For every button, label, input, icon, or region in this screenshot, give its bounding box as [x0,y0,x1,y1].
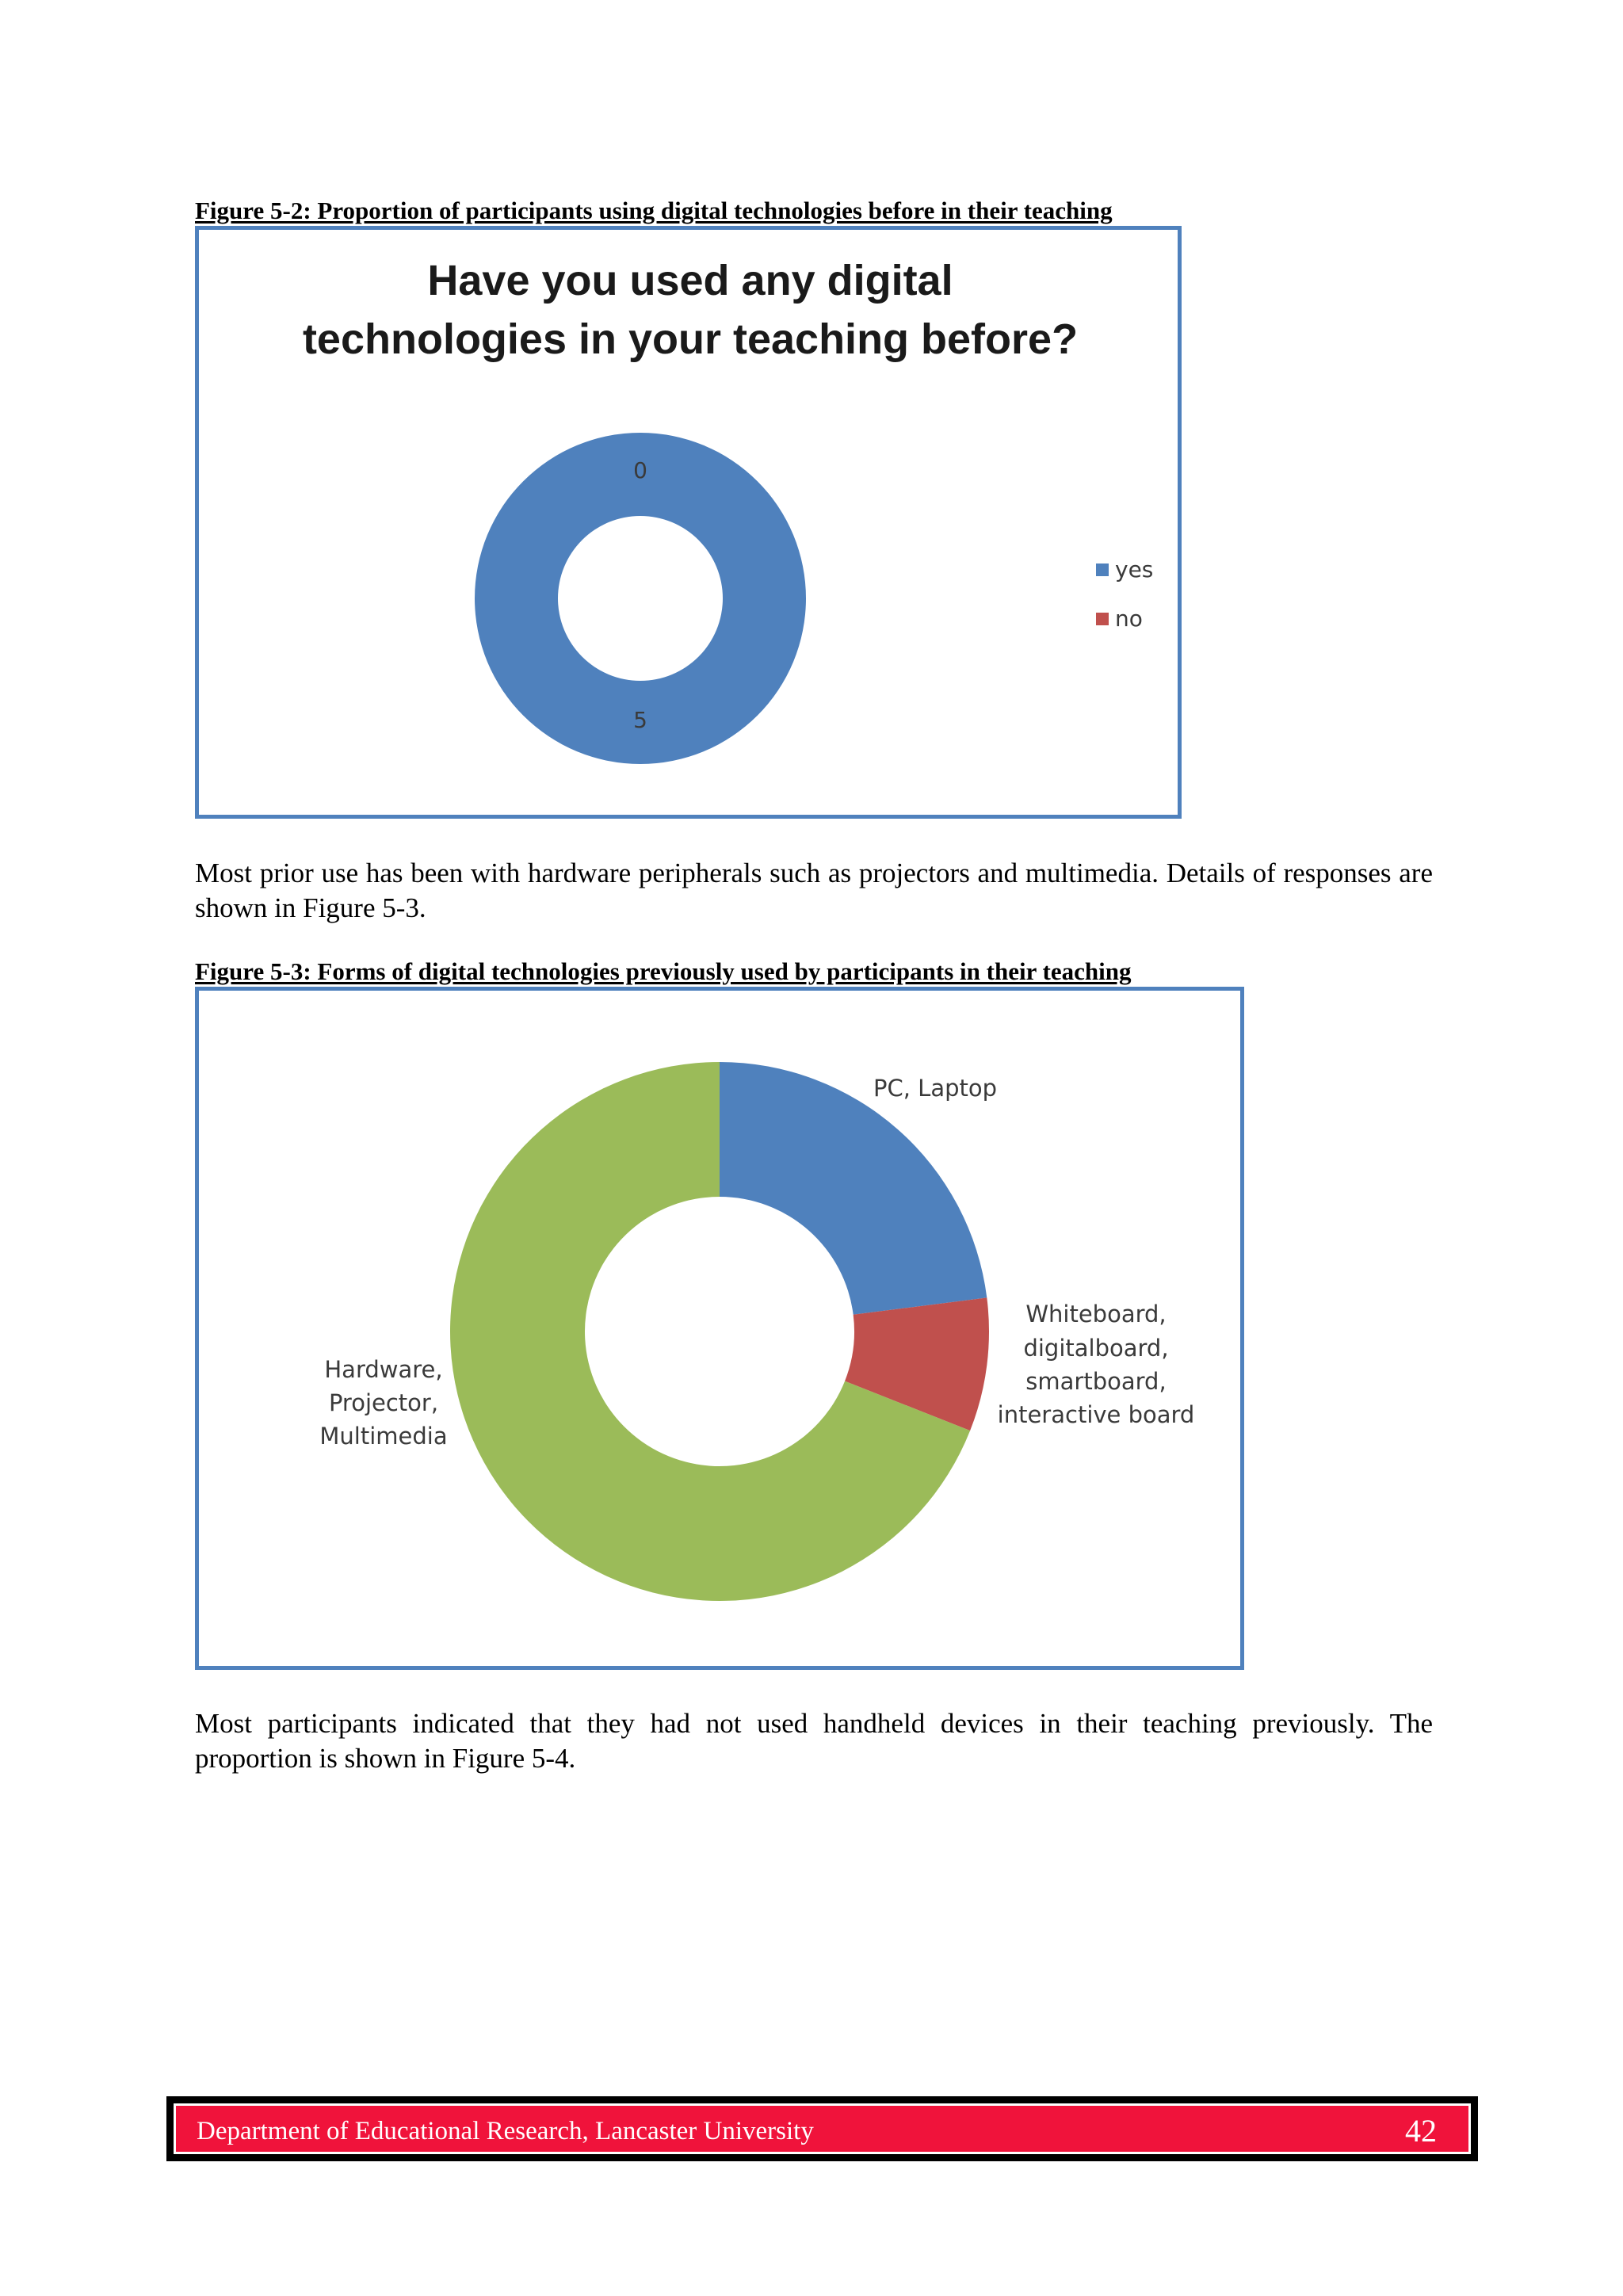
figure-5-2-caption: Figure 5-2: Proportion of participants using digital technologies before in their teaching [195,197,1113,224]
figure-5-3-chart [195,987,1244,1670]
chart-title-line-1: Have you used any digital [427,257,953,304]
page-footer [166,2096,1478,2161]
label-whiteboard-line-3: smartboard, [1025,1368,1167,1395]
chart-5-3-svg [199,991,1240,1666]
legend-swatch-yes [1096,563,1109,576]
paragraph-1: Most prior use has been with hardware peripherals such as projectors and multimedia. Details of responses are shown in Figure 5-3. [195,858,1433,923]
chart-5-3-slices [450,1062,989,1601]
label-hardware-line-2: Projector, [328,1389,439,1416]
page-footer-band [174,2103,1471,2154]
label-hardware-line-3: Multimedia [319,1423,448,1450]
label-whiteboard-line-2: digitalboard, [1023,1335,1169,1362]
label-hardware-line-1: Hardware, [324,1356,443,1383]
label-pc-laptop: PC, Laptop [873,1075,998,1102]
label-whiteboard-line-4: interactive board [997,1401,1195,1428]
label-whiteboard-line-1: Whiteboard, [1025,1301,1167,1328]
legend-label-no: no [1115,606,1143,632]
chart-5-2-svg [199,230,1178,815]
data-label-yes: 5 [633,707,647,733]
figure-5-2-chart [195,226,1182,819]
legend-swatch-no [1096,613,1109,625]
paragraph-2: Most participants indicated that they had not used handheld devices in their teaching previously. The proportion is shown in Figure 5-4. [195,1708,1433,1774]
figure-5-3-caption: Figure 5-3: Forms of digital technologies previously used by participants in their teaching [195,957,1132,985]
page-number: 42 [1405,2113,1437,2149]
chart-title-line-2: technologies in your teaching before? [302,315,1079,363]
footer-organization: Department of Educational Research, Lancaster University [197,2117,814,2145]
data-label-no: 0 [633,457,647,483]
legend-label-yes: yes [1115,556,1154,583]
